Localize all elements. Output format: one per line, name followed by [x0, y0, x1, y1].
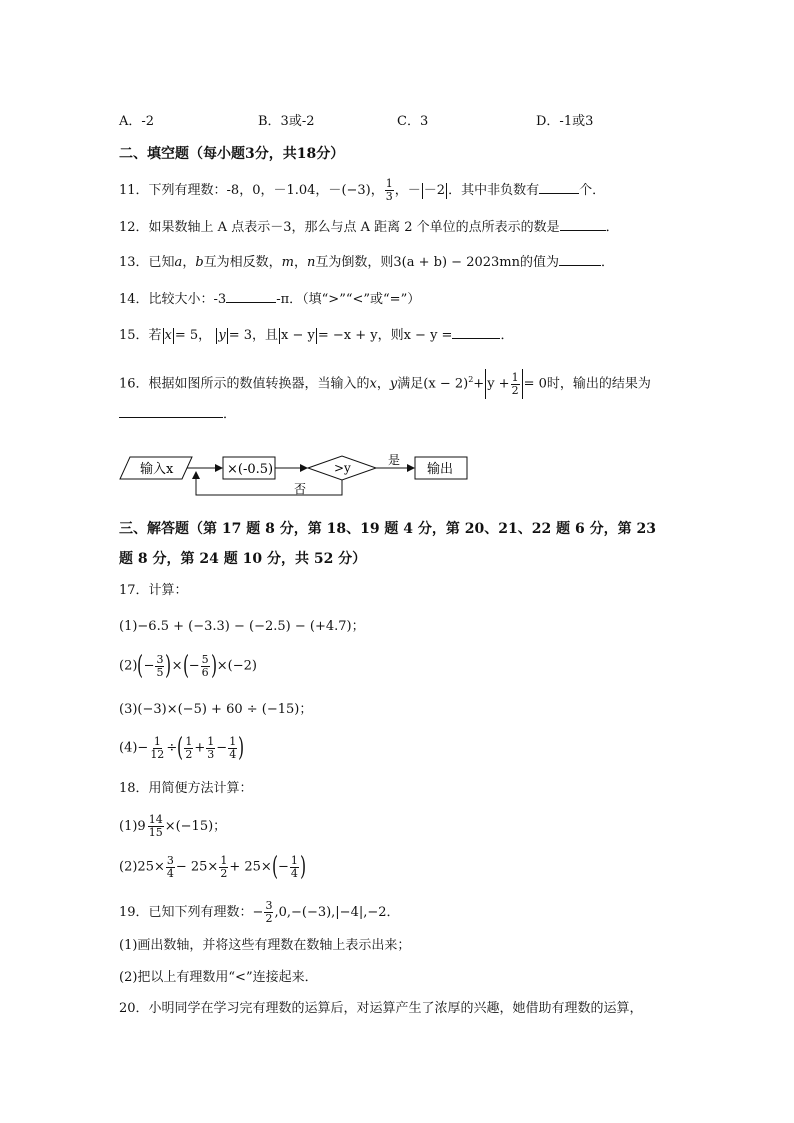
- answer-blank[interactable]: [559, 253, 601, 266]
- frac-den: 4: [290, 866, 298, 880]
- frac-num: 1: [229, 734, 237, 748]
- q19-prefix: 19．已知下列有理数：−: [119, 905, 264, 920]
- section-3-title-line1: 三、解答题（第 17 题 8 分，第 18、19 题 4 分，第 20、21、22 题 6 分，第 23: [119, 521, 656, 537]
- frac-num: 1: [185, 734, 193, 748]
- abs-bar: [522, 369, 523, 399]
- fraction: [148, 814, 164, 839]
- q11-sep1: ，: [370, 183, 384, 198]
- fraction: [155, 654, 164, 679]
- q16-tail: ．: [223, 407, 237, 422]
- var-a: a: [174, 255, 183, 270]
- paren: ): [210, 651, 217, 681]
- q17-part4: (4)− $\frac{1}{12}$ ÷( $\frac{1}{2}$ + $\frac{1}{3}$ − $\frac{1}{4}$ ): [119, 733, 245, 763]
- q12-text: 12．如果数轴上 A 点表示－3，那么与点 A 距离 2 个单位的点所表示的数是: [119, 220, 560, 235]
- question-12: [119, 218, 619, 237]
- option-a: A．-2: [119, 114, 155, 129]
- q18-term: − 25×: [175, 859, 219, 875]
- abs-bar: [227, 328, 228, 344]
- frac-den: 2: [220, 866, 228, 880]
- q11-paren: (−3): [341, 183, 371, 198]
- paren: ): [165, 651, 172, 681]
- frac-den: 2: [511, 383, 519, 397]
- flow-loop-line: [196, 480, 342, 495]
- question-11: [119, 178, 605, 203]
- divide-sign: ÷: [166, 740, 178, 756]
- question-16-answer-line: [119, 405, 236, 424]
- q11-abs-inner: －2: [423, 183, 446, 198]
- abs-bar: [173, 328, 174, 344]
- part-label: (4)−: [119, 740, 149, 756]
- question-19: [119, 900, 400, 925]
- frac-num: 14: [148, 813, 163, 826]
- q16-sep: ，: [376, 376, 390, 392]
- q15-eq1: = 5，: [174, 328, 212, 343]
- fraction: [290, 855, 299, 880]
- abs-bar: [446, 183, 447, 199]
- q11-suffix: ．其中非负数有: [448, 183, 540, 198]
- fraction: [149, 736, 165, 761]
- flow-multiply-label: ×(-0.5): [227, 462, 274, 477]
- q18-part2: (2)25× $\frac{3}{4}$ − 25× $\frac{1}{2}$ + 25×(− $\frac{1}{4}$ ): [119, 852, 306, 882]
- frac-den: 4: [166, 866, 174, 880]
- q14-suffix: -π．（填“>”“<”或“=”）: [276, 292, 421, 307]
- q14-prefix: 14．比较大小：-3: [119, 292, 227, 307]
- frac-num: 1: [290, 853, 298, 867]
- q15-eq3: = −x + y，则: [317, 328, 404, 343]
- fraction: [166, 855, 175, 880]
- q13-mid4: 互为倒数，则: [315, 255, 394, 270]
- q13-mid3: ，: [294, 255, 308, 270]
- number-converter-flowchart: [118, 445, 478, 501]
- part-label: (1): [119, 819, 138, 834]
- paren: (: [137, 651, 144, 681]
- q17-part2: (2)(− $\frac{3}{5}$ )×(− $\frac{5}{6}$ )×(−2): [119, 651, 257, 681]
- q11-tail: 个．: [579, 183, 606, 198]
- flow-yes-label: 是: [388, 453, 401, 467]
- var-x: x: [164, 328, 172, 343]
- q13-expression: 3(a + b) − 2023mn: [393, 255, 520, 270]
- question-14: [119, 290, 420, 309]
- q16-eq: = 0时，输出的结果为: [523, 376, 651, 392]
- question-20: 20．小明同学在学习完有理数的运算后，对运算产生了浓厚的兴趣，她借助有理数的运算，: [119, 1001, 643, 1016]
- q18-part1: [119, 814, 226, 839]
- fraction: [201, 654, 210, 679]
- frac-num: 5: [201, 652, 209, 666]
- option-b: B．3或-2: [258, 114, 315, 129]
- frac-num: 1: [220, 853, 228, 867]
- q16-fraction: [511, 372, 520, 397]
- q12-tail: ．: [605, 220, 619, 235]
- frac-den: 15: [148, 826, 163, 839]
- section-3-title-line2: 题 8 分，第 24 题 10 分，共 52 分）: [119, 551, 367, 567]
- q17-part3: (3)(−3)×(−5) + 60 ÷ (−15)；: [119, 702, 313, 717]
- question-15: [119, 326, 513, 345]
- q16-mid: 满足: [397, 376, 424, 392]
- question-17-title: 17．计算：: [119, 583, 188, 598]
- frac-den: 3: [207, 747, 215, 761]
- q18-p1-tail: ×(−15)；: [164, 819, 227, 834]
- fraction: [264, 900, 273, 925]
- question-18-title: 18．用简便方法计算：: [119, 781, 253, 796]
- var-x: x: [369, 376, 377, 392]
- q15-result-label: x − y =: [403, 328, 453, 343]
- q18-term: + 25×: [229, 859, 272, 875]
- answer-blank[interactable]: [539, 181, 579, 194]
- frac-num: 3: [265, 899, 273, 912]
- paren: (: [182, 651, 189, 681]
- q16-square: 2: [468, 375, 474, 385]
- flow-output-label: 输出: [427, 462, 454, 477]
- flow-compare-label: >y: [334, 461, 351, 475]
- mixed-number: [137, 814, 164, 839]
- frac-den: 5: [156, 665, 164, 679]
- q11-prefix: 11．下列有理数：-8，0，－1.04，－: [119, 183, 342, 198]
- frac-num: 1: [511, 370, 519, 384]
- q19-part2: (2)把以上有理数用“<”连接起来．: [119, 970, 318, 985]
- q16-prefix: 16．根据如图所示的数值转换器，当输入的: [119, 376, 370, 392]
- paren: (: [271, 852, 278, 882]
- q13-mid1: ，: [182, 255, 196, 270]
- option-c: C．3: [397, 114, 429, 129]
- frac-num: 1: [207, 734, 215, 748]
- q13-tail: ．: [601, 255, 615, 270]
- var-y: y: [218, 328, 226, 343]
- var-y: y: [389, 376, 398, 392]
- var-b: b: [195, 255, 204, 270]
- q11-frac-den: 3: [385, 190, 393, 203]
- var-m: m: [281, 255, 294, 270]
- frac-num: 1: [153, 734, 161, 748]
- abs-bar: [163, 328, 164, 344]
- part-label: (2): [119, 859, 138, 875]
- frac-den: 4: [229, 747, 237, 761]
- abs-bar: [279, 328, 280, 344]
- section-2-title: 二、填空题（每小题3分，共18分）: [119, 146, 345, 162]
- q13-prefix: 13．已知: [119, 255, 175, 270]
- question-13: [119, 253, 614, 272]
- frac-num: 3: [156, 652, 164, 666]
- answer-blank[interactable]: [560, 218, 606, 231]
- paren: (: [177, 733, 184, 763]
- answer-blank[interactable]: [119, 405, 223, 418]
- frac-den: 6: [201, 665, 209, 679]
- q15-eq2: = 3，且: [228, 328, 278, 343]
- frac-num: 3: [166, 853, 174, 867]
- q13-mid2: 互为相反数，: [203, 255, 282, 270]
- answer-blank[interactable]: [452, 326, 500, 339]
- q11-frac-num: 1: [385, 177, 393, 190]
- option-d: D．-1或3: [536, 114, 594, 129]
- q19-suffix: ,0,−(−3),|−4|,−2．: [274, 905, 400, 920]
- whole-part: 9: [137, 818, 146, 834]
- fraction: [206, 736, 215, 761]
- q18-term: 25×: [137, 859, 165, 875]
- q16-expr1: (x − 2): [423, 376, 469, 392]
- frac-den: 12: [150, 747, 165, 761]
- var-n: n: [307, 255, 316, 270]
- abs-bar: [422, 183, 423, 199]
- frac-den: 2: [265, 912, 273, 925]
- q13-mid5: 的值为: [520, 255, 560, 270]
- q19-part1: (1)画出数轴，并将这些有理数在数轴上表示出来；: [119, 938, 411, 953]
- q15-prefix: 15．若: [119, 328, 162, 343]
- q17-part1: (1)−6.5 + (−3.3) − (−2.5) − (+4.7)；: [119, 619, 365, 634]
- q16-plus: +: [473, 376, 485, 392]
- paren: ): [238, 733, 245, 763]
- q15-xy: x − y: [280, 328, 315, 343]
- flow-no-label: 否: [294, 482, 307, 496]
- q11-sep2: ，－: [394, 183, 421, 198]
- q15-tail: ．: [500, 328, 514, 343]
- fraction: [184, 736, 193, 761]
- q17-p2-tail: ×(−2): [216, 658, 257, 674]
- frac-den: 2: [185, 747, 193, 761]
- part-label: (2): [119, 658, 138, 674]
- paren: ): [299, 852, 306, 882]
- q11-fraction: [385, 178, 394, 203]
- answer-blank[interactable]: [226, 290, 276, 303]
- flow-input-label: 输入x: [140, 462, 174, 477]
- question-16: [119, 369, 651, 399]
- fraction: [228, 736, 237, 761]
- abs-bar: [316, 328, 317, 344]
- q16-y2: y +: [487, 376, 510, 392]
- fraction: [219, 855, 228, 880]
